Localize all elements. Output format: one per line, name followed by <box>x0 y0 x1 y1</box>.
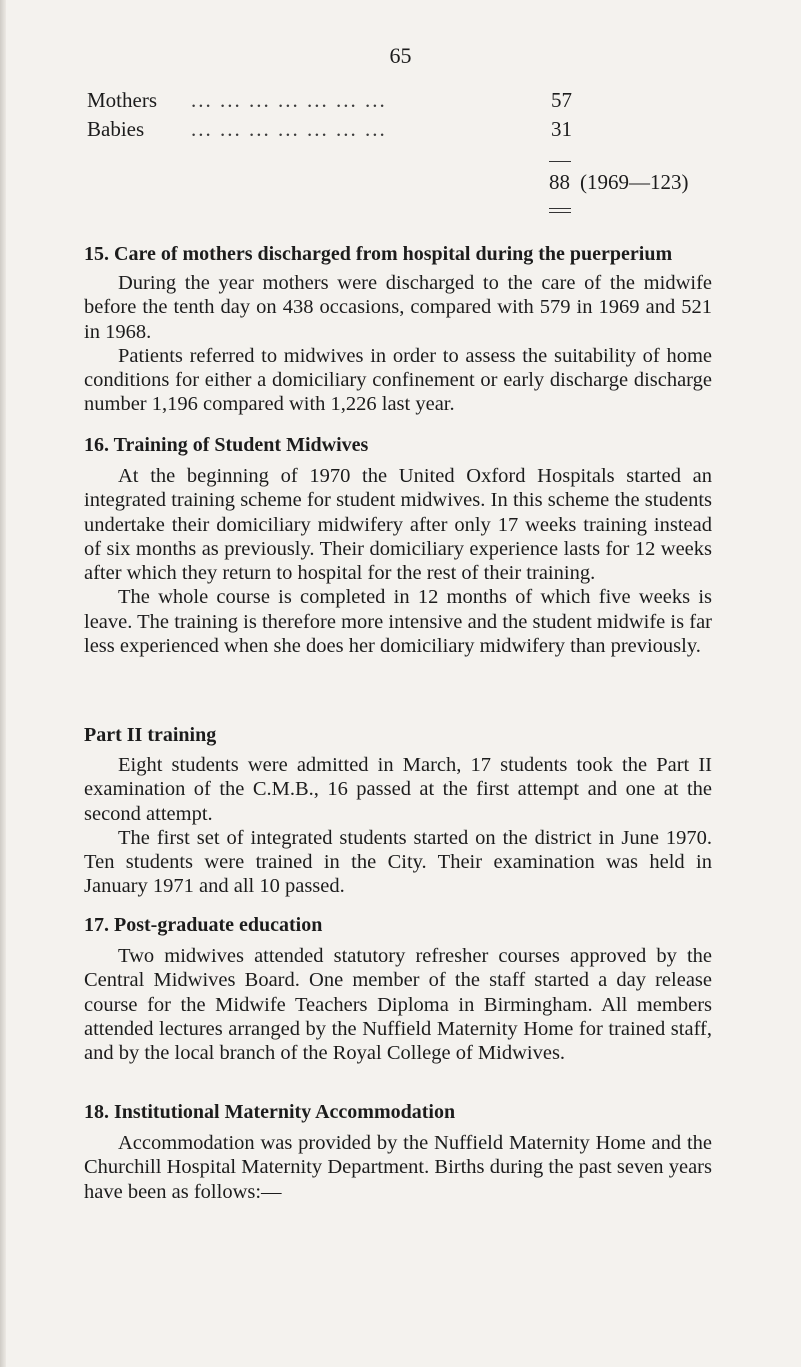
section-16-training <box>84 433 712 658</box>
section-part-ii-training <box>84 723 712 899</box>
paragraph: Two midwives attended statutory refresher courses approved by the Central Midwives Board. One member of the staff started a day release course for the Midwife Teachers Diploma in Birmingham. All members attended lectures arranged by the Nuffield Maternity Home for trained staff, and by the local branch of the Royal College of Midwives. <box>84 945 712 1065</box>
section-heading: 15. Care of mothers discharged from hospital during the puerperium <box>84 243 673 265</box>
tally-row-mothers <box>87 88 607 117</box>
tally-value: 31 <box>551 117 572 141</box>
leader-dots: ... ... ... ... ... ... ... <box>191 117 387 141</box>
tally-comparison: (1969—123) <box>580 170 689 194</box>
paragraph: Accommodation was provided by the Nuffield Maternity Home and the Churchill Hospital Maternity Department. Births during the past seven years have been as follows:— <box>84 1132 712 1203</box>
mothers-babies-tally <box>87 88 607 146</box>
paragraph: Eight students were admitted in March, 17 students took the Part II examination of the C.M.B., 16 passed at the first attempt and one at the second attempt. <box>84 754 712 825</box>
page-gutter-shadow <box>0 0 6 1367</box>
tally-total-line <box>549 170 689 195</box>
tally-label: Babies <box>87 117 145 141</box>
section-heading: 17. Post-graduate education <box>84 914 323 936</box>
total-double-rule <box>549 208 571 216</box>
tally-total: 88 <box>549 170 570 194</box>
paragraph: The whole course is completed in 12 months of which five weeks is leave. The training is therefore more intensive and the student midwife is far less experienced when she does her domiciliary midwifery than previously. <box>84 586 712 658</box>
paragraph: Patients referred to midwives in order to assess the suitability of home conditions for either a domiciliary confinement or early discharge discharge number 1,196 compared with 1,226 last year. <box>84 344 712 416</box>
paragraph: The first set of integrated students started on the district in June 1970. Ten students were trained in the City. Their examination was held in January 1971 and all 10 passed. <box>84 826 712 898</box>
tally-value: 57 <box>551 88 572 112</box>
tally-label: Mothers <box>87 88 157 112</box>
leader-dots: ... ... ... ... ... ... ... <box>191 88 387 112</box>
section-heading: 18. Institutional Maternity Accommodation <box>84 1101 456 1123</box>
section-17-post-graduate <box>84 913 712 1065</box>
section-heading: Part II training <box>84 724 217 746</box>
sum-rule <box>549 161 571 162</box>
page-number: 65 <box>389 43 412 68</box>
section-15-puerperium <box>84 242 712 417</box>
paragraph: At the beginning of 1970 the United Oxford Hospitals started an integrated training scheme for student midwives. In this scheme the students undertake their domiciliary midwifery after only 17 weeks training instead of six months as previously. Their domiciliary experience lasts for 12 weeks after which they return to hospital for the rest of their training. <box>84 465 712 585</box>
section-heading: 16. Training of Student Midwives <box>84 434 369 456</box>
section-18-maternity-accommodation <box>84 1100 712 1204</box>
tally-row-babies <box>87 117 607 146</box>
paragraph: During the year mothers were discharged to the care of the midwife before the tenth day on 438 occasions, compared with 579 in 1969 and 521 in 1968. <box>84 272 712 343</box>
